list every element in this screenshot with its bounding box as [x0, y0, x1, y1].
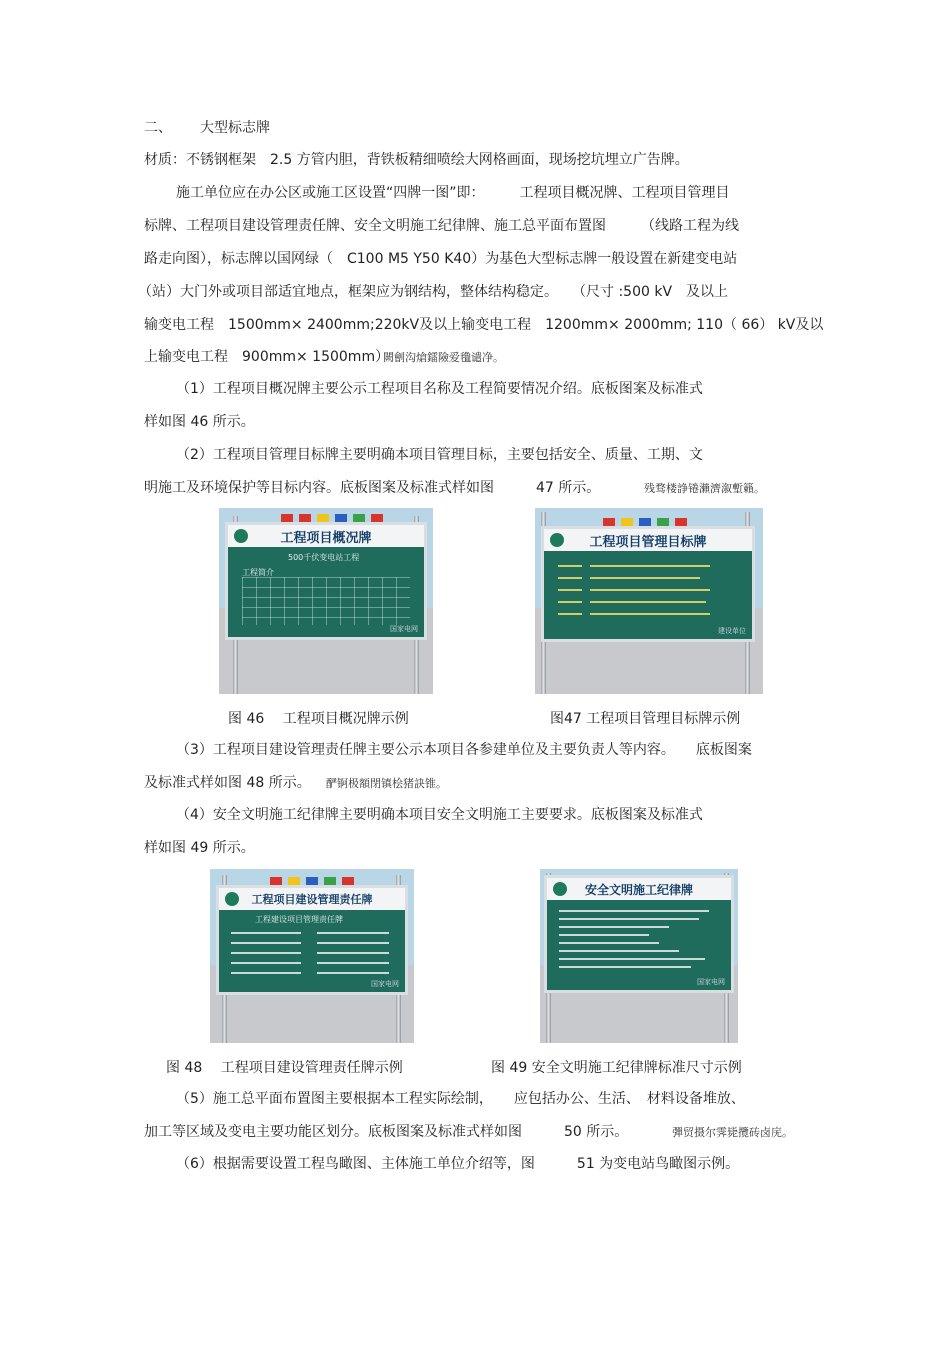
- item-2-line-a: （2）工程项目管理目标牌主要明确本项目管理目标，主要包括安全、质量、工期、文: [176, 447, 703, 463]
- item-3-line-a: （3）工程项目建设管理责任牌主要公示本项目各参建单位及主要负责人等内容。 底板图案: [176, 742, 752, 758]
- figure-48-image: [210, 869, 414, 1043]
- item-1-line-b: 样如图 46 所示。: [144, 414, 255, 430]
- section-title: 大型标志牌: [200, 120, 270, 136]
- item-1-line-a: （1）工程项目概况牌主要公示工程项目名称及工程简要情况介绍。底板图案及标准式: [176, 381, 703, 397]
- intro-line-3: 路走向图），标志牌以国网绿（ C100 M5 Y50 K40）为基色大型标志牌一般设置在新建变电站: [144, 251, 738, 267]
- board-title: 工程项目管理目标牌: [589, 534, 707, 550]
- board-footer: 国家电网: [371, 980, 399, 988]
- intro-line-1: 施工单位应在办公区或施工区设置“四牌一图”即： 工程项目概况牌、工程项目管理目: [176, 185, 730, 201]
- item-5-line-a: （5）施工总平面布置图主要根据本工程实际绘制， 应包括办公、生活、 材料设备堆放、: [176, 1091, 745, 1107]
- sign-panel: [541, 526, 755, 642]
- state-grid-logo-icon: [225, 892, 239, 906]
- board-title: 工程项目概况牌: [280, 530, 372, 546]
- intro-line-2: 标牌、工程项目建设管理责任牌、安全文明施工纪律牌、施工总平面布置图 （线路工程为线: [144, 218, 739, 234]
- figure-49-image: [540, 869, 738, 1043]
- item-3-line-b-small: 酽锕极額閉镇桧猪訣锥。: [326, 777, 447, 790]
- board-subtitle: 500千伏变电站工程: [288, 553, 360, 562]
- sign-panel: [225, 522, 427, 640]
- board-footer: 国家电网: [390, 625, 418, 633]
- state-grid-logo-icon: [553, 882, 567, 896]
- item-2-line-b-small: 残骛楼諍锩瀨濟溆塹籟。: [644, 482, 765, 495]
- sign-panel: [216, 885, 408, 995]
- item-4-line-a: （4）安全文明施工纪律牌主要明确本项目安全文明施工主要要求。底板图案及标准式: [176, 807, 703, 823]
- figure-49-caption: 图 49 安全文明施工纪律牌标准尺寸示例: [491, 1060, 742, 1076]
- board-grid: [242, 577, 410, 625]
- material-paragraph: 材质：不锈钢框架 2.5 方管内胆，背铁板精细喷绘大网格画面，现场挖坑埋立广告牌。: [144, 152, 689, 168]
- board-title: 安全文明施工纪律牌: [584, 882, 693, 897]
- figure-47-caption: 图47 工程项目管理目标牌示例: [550, 711, 741, 727]
- figure-48-caption: 图 48 工程项目建设管理责任牌示例: [166, 1060, 403, 1076]
- item-3-line-b: 及标准式样如图 48 所示。: [144, 775, 311, 791]
- intro-line-5: 输变电工程 1500mm× 2400mm;220kV及以上输变电工程 1200mm× 2000mm; 110（ 66） kV及以: [144, 317, 824, 333]
- state-grid-logo-icon: [550, 533, 564, 547]
- item-4-line-b: 样如图 49 所示。: [144, 840, 255, 856]
- board-title: 工程项目建设管理责任牌: [251, 893, 373, 906]
- board-section-label: 工程简介: [242, 568, 274, 577]
- item-5-line-b-small: 彈贸摄尔霁毙攬砖卤庑。: [672, 1126, 793, 1139]
- intro-line-6: 上输变电工程 900mm× 1500mm）: [144, 349, 390, 365]
- item-2-line-b: 明施工及环境保护等目标内容。底板图案及标准式样如图 47 所示。: [144, 480, 601, 496]
- item-5-line-b: 加工等区域及变电主要功能区划分。底板图案及标准式样如图 50 所示。: [144, 1124, 629, 1140]
- figure-47-image: [535, 508, 763, 694]
- section-number: 二、: [144, 120, 172, 136]
- intro-line-6-small: 闕劊沟熗鐳險爱氇谴净。: [383, 351, 504, 364]
- item-6-line: （6）根据需要设置工程鸟瞰图、主体施工单位介绍等，图 51 为变电站鸟瞰图示例。: [176, 1156, 740, 1172]
- figure-46-image: [219, 508, 433, 694]
- board-footer: 建设单位: [718, 627, 746, 635]
- intro-line-4: （站）大门外或项目部适宜地点，框架应为钢结构，整体结构稳定。 （尺寸 :500 kV 及以上: [138, 284, 729, 300]
- board-footer: 国家电网: [697, 978, 725, 986]
- sign-panel: [544, 875, 734, 993]
- figure-46-caption: 图 46 工程项目概况牌示例: [228, 711, 409, 727]
- state-grid-logo-icon: [234, 529, 248, 543]
- board-subtitle: 工程建设项目管理责任牌: [255, 915, 343, 924]
